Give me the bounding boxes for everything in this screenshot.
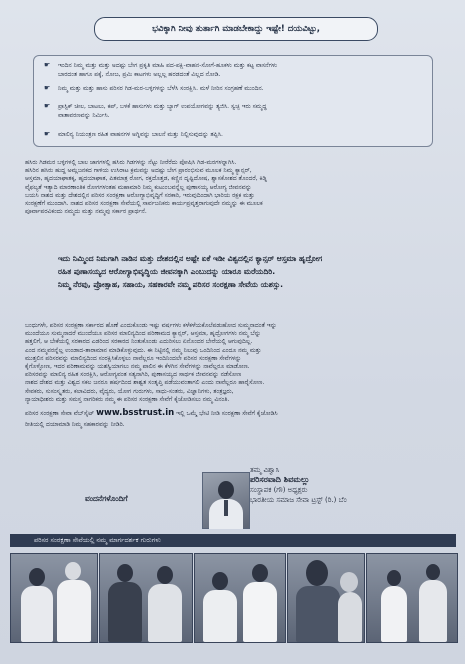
mentor-photo [194, 553, 286, 643]
bullet-item: ☛ ಇಂದಿನ ನಿಮ್ಮ ಮತ್ತು ಮತ್ತು ಅದಷ್ಟು ಬೇಗ ಪ್ರಕೃತಿ ಮಾಹಿ ಪದ-ಪಕ್ಷಿ-ವಾಹನ-ಸೋಗೆ-ಹೂಕಳು ಮತ್ತು ಕಟ್ಟ ವಾಸನೆಗಳು [44, 61, 278, 69]
pointing-hand-icon: ☛ [44, 84, 51, 92]
appeal-paragraph: ಬಂಧುಗಳೇ, ಪರಿಸರ ಸಂರಕ್ಷಣಾ ಸರ್ಕಾರದ ಹೊಣೆ ಎಂದುಕೊಂಡು ಇಷ್ಟು ವರ್ಷಗಳು ಕಳೆಕಳೆಯಕೊಲೆಪಡುಹೋದ ಸುಮ್ಮನಾದಂತೆ ಇನ್ನು ಮುಂದೆಯೂ ಸುಮ್ಮನಾದರೆ ಮುಂದೆಯೂ ಪರಿಸರ ಮಾಲಿನ್ಯದಿಂದ ಪರಿಣಾಮದ ಕ್ಯಾನ್ಸರ್, ಆಸ್ತಮಾ, ಹೃದ್ರೋಗಗಳು ನಮ್ಮ ಬೆನ್ನು ಹತ್ತಲಿಗೆ, ಆ ಬೇಕೆಯಲ್ಲಿ ಸರಕಾರದ ಎಡರಿಂದ ಸರಕಾರದ ನಿಂತುಕೊಂಡು ಎದುರಿಸಲು ಏನೊಂದರ ಬೇರೆಯಲ್ಲಿ ಆಗುವುದಿಲ್ಲ. ಎಂದ ನಮ್ಮವರನ್ನೆಲ್ಲ ಉಂಡಾದ-ತಾರಾಮಾನ ಮಾಡಿಕೊಳ್ಳುವುದು. ಈ ನಿಟ್ಟಿನಲ್ಲಿ ನಮ್ಮ ನಿಲುವು ಒಂದಿನಿಂದ ಎಂದೂ ನಮ್ಮ ಮತ್ತು ಮುತ್ತಲಿನ ಪರಿಸರವನ್ನು ಮಾಲಿನ್ಯದಿಂದ ಸಂರಕ್ಷಿಸಿಕೊಳ್ಳಲು ನಾವೆಲ್ಲರೂ ಇಂದಿನಿಂದಲೇ ಪರಿಸರ ಸಂರಕ್ಷಣಾ ಸೇವೆಗಳನ್ನು ಕೈಗೊಳ್ಳೋಣ, ಇದರ ಪರಿಣಾಮವನ್ನು ಯಶಸ್ವಿಯಾಗಲು ನಮ್ಮ ಪಾಲಿನ ಈ ಕೆಳಗಿನ ಸೇವೆಗಳನ್ನು ನಾವೆಲ್ಲರೂ ಮಾಡೋಣ. ಪರಿಸರವನ್ನು ಮಾಲಿನ್ಯ ರಹಿತ ಸಂರಕ್ಷಿಸಿ, ಆರೋಗ್ಯವಂತ ಸತ್ಯನಾಗಿರಿ, ಪುಣಾಸಯ್ಯದ ಸಾರ್ಥಕ ಜೀವನವನ್ನು ನಡೆಸೋಣ ನಾಶದ ದೇಶದ ಮತ್ತು ವಿಶ್ವದ ಸಕಲ ಜನರೂ ಹರ್ಷದಿಂದ ಶಾಶ್ವತ ಸಂತೃಪ್ತಿ ಪಡೆಯುವಂತಾಗಲಿ ಎಂದು ನಾವೆಲ್ಲರೂ ಹಾರೈಸೋಣ. ಸೇವಕರು, ಸುಸಂಸ್ಕೃತರು, ಕಲಾವಿದರು, ವೈದ್ಯರು, ಯೋಗ ಗುರುಗಳು, ಸಾಧು-ಸಂತರು, ವಿಜ್ಞಾನಿಗಳು, ತಂತ್ರಜ್ಞರು, ನ್ಯಾಯಾಧೀಶರು ಮತ್ತು ಸಮಸ್ತ ನಾಗರಿಕರು ನಮ್ಮ ಈ ಪರಿಸರ ಸಂರಕ್ಷಣಾ ಸೇವೆಗೆ ಕೈಜೋಡಿಸಲು ನಮ್ಮ ವಿನಂತಿ. [25, 322, 277, 403]
signature-salutation: ತಮ್ಮ ವಿಶ್ವಾಸಿ [250, 466, 280, 474]
mentors-strip: ಪರಿಸರ ಸಂರಕ್ಷಣಾ ಸೇವೆಯಲ್ಲಿ ನಮ್ಮ ಮಾರ್ಗದರ್ಶಕ ಗುರುಗಳು [10, 534, 456, 547]
signature-organization: ಭಾರತೀಯ ಸಮಾಜ ಸೇವಾ ಟ್ರಸ್ಟ್ (ರಿ.) ಬೆಂ [250, 496, 347, 504]
bullet-item: ☛ ಪ್ರಾಸ್ಟಿಕ್ ಚೀಲ, ಬಾಟಲು, ಕಪ್, ಬಳಕೆ ಹಾಸುಗಳು ಮತ್ತು ಬ್ಯಾಗ್ ಉಪಯೋಗವನ್ನು ತ್ಯಜಿಸಿ. ಸ್ವಚ್ಛ ಇರು ಸಮ್ಮದ್ಧ [44, 102, 267, 110]
bullet-list-box [33, 55, 433, 147]
header-banner-text: ಭವಿಕ್ಕಾಗಿ ನೀವು ತುರ್ತಾಗಿ ಮಾಡಬೇಕಾದ್ದು ಇಷ್ಟೇ! ದಯವಿಟ್ಟು, [152, 24, 320, 34]
emphasis-paragraph: ಇದು ನಿಮ್ಮಿಂದ ನಿಮಗಾಗಿ ನಾಡಿನ ಮತ್ತು ದೇಶದಲ್ಲಿನ ಅಷ್ಟೇ ಏಕೆ ಇಡೀ ವಿಶ್ವದಲ್ಲಿನ ಕ್ಯಾನ್ಸರ್ ಆಸ್ತಮಾ ಹೃದ್ರೋಗ ರಹಿತ ಪುಣಾಸಯ್ಯದ ಆರೋಗ್ಯಾಭಿವೃದ್ಧಿಯ ಜೀವನಕ್ಕಾಗಿ ಎಂಬುದನ್ನು ಯಾರೂ ಮರೆಯದಿರಿ. ನಿಮ್ಮ ನೆರವು, ಪ್ರೋತ್ಸಾಹ, ಸಹಾಯ, ಸಹಕಾರವೇ ನಮ್ಮ ಪರಿಸರ ಸಂರಕ್ಷಣಾ ಸೇವೆಯ ಯಶಸ್ಸು. [58, 254, 323, 289]
bullet-item: ☛ ಮಾಲಿನ್ಯ ನಿಯಂತ್ರಣ ರಹಿತ ವಾಹನಗಳ ಅಗ್ನಿವನ್ನು ಬಾಲನೆ ಮತ್ತು ನಿಲ್ಲಿಸುವುದನ್ನು ತಪ್ಪಿಸಿ. [44, 130, 223, 138]
mentor-photos [10, 553, 456, 643]
pointing-hand-icon: ☛ [44, 102, 51, 110]
signature-name: ಪರಿಸರವಾದಿ ಶಿವಮಲ್ಲು [250, 475, 310, 484]
mentor-photo [287, 553, 365, 643]
signature-block [250, 465, 440, 505]
author-photo [202, 472, 250, 529]
pointing-hand-icon: ☛ [44, 130, 51, 138]
regards-text: ವಂದನೆಗಳೊಂದಿಗೆ [85, 494, 128, 503]
website-link[interactable]: www.bsstrust.in [96, 408, 175, 418]
mentor-photo [10, 553, 98, 643]
intro-paragraph: ಹಸಿರು ಗಿಡಮರ ಬಳ್ಳಿಗಳಲ್ಲಿ ಬಾಲ ಜಾಗಗಳಲ್ಲಿ ಹಸಿರು ಗಿಡಗಳನ್ನು ನೆಟ್ಟು ನೀರೆರೆದು ಪೋಷಿಸಿ ಗಿಡ-ಮರಗಳನ್ನಾಗಿಸಿ. ಹಸಿರಿನ ಹಸಿರು ಹುದ್ದ ಅಮ್ಲಜನಕದ ಗಾಳಿಯ ಉಸಿರಾಟ ಕ್ರಮವನ್ನು ಅದಷ್ಟು ಬೇಗ ಪ್ರಾರಂಭಿಸುವ ಮೂಲಕ ನಿಮ್ಮ ಕ್ಯಾನ್ಸರ್, ಆಸ್ತಮಾ, ಹೃದಯಾಘಾತಕ್ಕ, ಹೃದಯಾಘಾತ, ಪಿತಮಾತ್ರ ರೋಗ, ರಕ್ತದೊತ್ತಡ, ಕಣ್ಣಿನ ದೃಷ್ಟಿದೋಷ, ಶ್ವಾಸಕೋಶದ ತೊಂದರೆ, ಕಿಡ್ನಿ ವೈಫಲ್ಯತೆ ಇತ್ಯಾದಿ ಮಾರಣಾಂತಿಕ ರೋಗಗಳಂತಹ ಮಹಾಮಾರಿ ನಿಮ್ಮ ಕುಟುಂಬವನ್ನೆಲ್ಲ ಪುಣಾಸಯ್ಯ ಆರೋಗ್ಯ ಜೀವನವನ್ನು ಬಯಸಿ ನಾಶದ ಮತ್ತು ದೇಶದಲ್ಲಿನ ಪರಿಸರ ಸಂರಕ್ಷಣಾ ಆರೋಗ್ಯಾಭಿವೃದ್ಧಿಗೆ ಸರಕಾರಿ, ಇರುವುದಿಂದಾಗಿ ಭಾರಿಯ ರಕ್ಷಕ ಮತ್ತು ಸಂರಕ್ಷಣೆಗೆ ಮುಂದಾಗಿ. ನಾಶದ ಪರಿಸರ ಸಂರಕ್ಷಣಾ ಸೇವೆಯಲ್ಲಿ ಸಾರ್ವಜನಿಕರು ಕಾರ್ಯಪ್ರವೃತ್ತರಾಗುವುದೇ ನಮ್ಮನ್ನು ಈ ಮೂಲಕ ಪೂರ್ವಾಪರವಿಕಂದು ನಮ್ಮದು ಮತ್ತು ನಮ್ಮವು ಸರ್ಕಾರ ಪ್ರಾರ್ಥನೆ. [25, 159, 267, 216]
bullet-item-continued: ಬಾರದಂತ ಹಾಗೂ ಪಕ್ಕೆ, ನೋಜ, ಪ್ರಮಿ ಕಾಟಗಳು ಅಲ್ಲಲ್ಲ ಹರಡದಂತೆ ವಿಲ್ಲದ ನೋಡಿ. [58, 71, 221, 78]
bullet-item: ☛ ನಿಮ್ಮ ಮತ್ತು ಮತ್ತು ಹಾಸು ಪರಿಸರ ಗಿಡ-ಮರ-ಬಳ್ಳಿಗಳನ್ನು ಬೆಳೆಸಿ ಸಂರಕ್ಷಿಸಿ. ಮಳೆ ನೀರಿನ ಸಂಗ್ರಹಣೆ ಮುಂದಿನ. [44, 84, 264, 92]
mentor-photo [366, 553, 458, 643]
bullet-item-continued: ವಾತಾವರಣವನ್ನು ನಿರ್ಮಿಸಿ. [58, 112, 110, 119]
pointing-hand-icon: ☛ [44, 61, 51, 69]
website-paragraph: ಪರಿಸರ ಸಂರಕ್ಷಣಾ ಸೇವಾ ವೆಬ್‌ಸೈಟ್ www.bsstrust.in ಇಲ್ಲಿ ಒಮ್ಮೆ ಭೇಟಿ ನೀಡಿ ಸಂರಕ್ಷಣಾ ಸೇವೆಗೆ ಕೈಜೋಡಿಸಿ ರೀತಿಯಲ್ಲಿ ದಯಾಮಾಡಿ ನಿಮ್ಮ ಸಹಕಾರವನ್ನು ನೀಡಿರಿ. [25, 408, 278, 428]
mentor-photo [99, 553, 193, 643]
header-banner [94, 17, 378, 41]
signature-title: ಸಂಸ್ಥಾಪಕ (ಗೌ) ಅಧ್ಯಕ್ಷರು [250, 486, 308, 494]
